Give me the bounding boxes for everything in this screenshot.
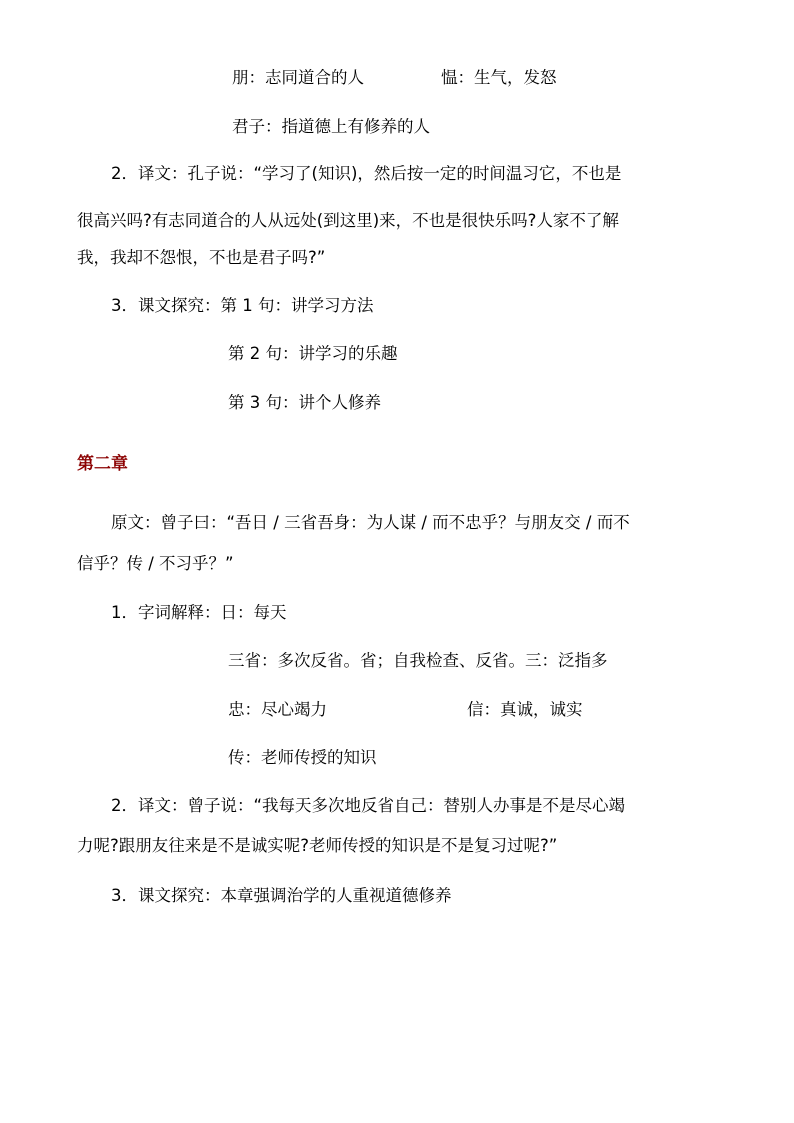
translation-line-1: 2．译文：孔子说：“学习了(知识)，然后按一定的时间温习它，不也是	[111, 164, 622, 183]
explore-sentence-1: 3．课文探究：第 1 句：讲学习方法	[111, 296, 374, 315]
definition-peng: 朋：志同道合的人	[232, 68, 364, 87]
explore-chapter-2: 3．课文探究：本章强调治学的人重视道德修养	[111, 886, 452, 905]
original-line-2: 信乎？传 / 不习乎？”	[77, 554, 234, 573]
translation2-line-1: 2．译文：曾子说：“我每天多次地反省自己：替别人办事是不是尽心竭	[111, 796, 626, 815]
translation-line-3: 我，我却不怨恨，不也是君子吗?”	[77, 248, 326, 267]
word-explanation-xin: 信：真诚，诚实	[467, 700, 583, 719]
definition-junzi: 君子：指道德上有修养的人	[232, 117, 430, 136]
explore-sentence-2: 第 2 句：讲学习的乐趣	[228, 344, 398, 363]
word-explanation-chuan: 传：老师传授的知识	[228, 748, 377, 767]
translation-line-2: 很高兴吗?有志同道合的人从远处(到这里)来，不也是很快乐吗?人家不了解	[77, 211, 619, 230]
word-explanation-zhong: 忠：尽心竭力	[228, 700, 327, 719]
word-explanation-sanxing: 三省：多次反省。省；自我检查、反省。三：泛指多	[228, 651, 608, 670]
explore-sentence-3: 第 3 句：讲个人修养	[228, 393, 381, 412]
word-explanation-ri: 1．字词解释：日：每天	[111, 603, 287, 622]
translation2-line-2: 力呢?跟朋友往来是不是诚实呢?老师传授的知识是不是复习过呢?”	[77, 836, 558, 855]
definition-yun: 愠：生气，发怒	[441, 68, 557, 87]
chapter-heading: 第二章	[77, 454, 128, 474]
original-line-1: 原文：曾子曰：“吾日 / 三省吾身：为人谋 / 而不忠乎？与朋友交 / 而不	[111, 513, 630, 532]
